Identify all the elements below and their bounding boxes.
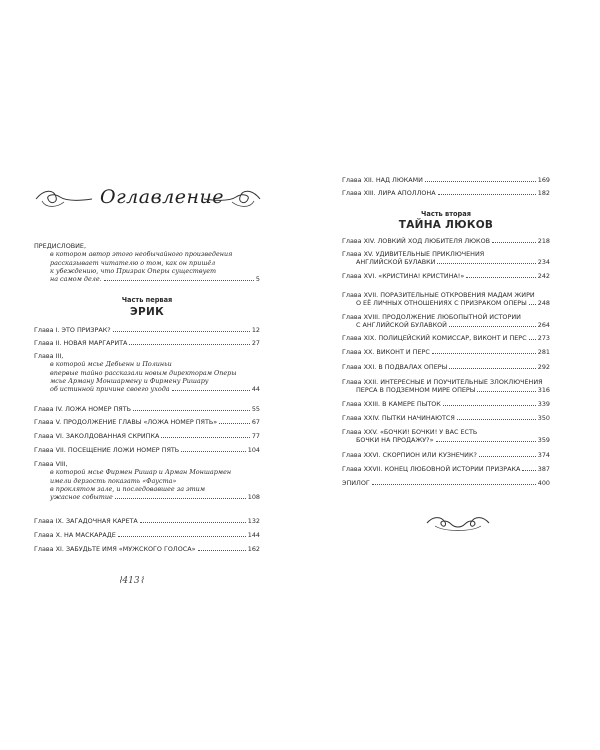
dot-leader [432, 352, 536, 354]
chapter-desc: в которой мсье Дебьенн и Полиньи [50, 360, 172, 369]
entry-title: Глава V. ПРОДОЛЖЕНИЕ ГЛАВЫ «ЛОЖА НОМЕР ПЯТЬ» [34, 418, 218, 426]
chapter-desc: в которой мсье Фирмен Ришар и Арман Моншармен [50, 468, 232, 477]
toc-line [342, 348, 550, 356]
preface-entry[interactable] [34, 242, 260, 283]
entry-title: Глава X. НА МАСКАРАДЕ [34, 531, 116, 539]
right-flourish-ornament [202, 187, 262, 211]
page-ref: 169 [537, 176, 550, 184]
page-ref: 12 [251, 326, 260, 334]
toc-line [342, 451, 550, 459]
page-number-value: 413 [122, 576, 140, 586]
entry-title: Глава XII. НАД ЛЮКАМИ [342, 176, 423, 184]
page-number-ornament-left: ⌇ [118, 576, 123, 586]
entry-title: О ЕЁ ЛИЧНЫХ ОТНОШЕНИЯХ С ПРИЗРАКОМ ОПЕРЫ [356, 299, 527, 308]
page-ref: 162 [247, 545, 260, 553]
entry-title: АНГЛИЙСКОЙ БУЛАВКИ [356, 258, 436, 267]
toc-entry[interactable] [34, 326, 260, 334]
entry-title: Глава XXIII. В КАМЕРЕ ПЫТОК [342, 400, 441, 408]
entry-title: Глава XXVI. СКОРПИОН ИЛИ КУЗНЕЧИК? [342, 451, 477, 459]
toc-entry[interactable] [34, 432, 260, 440]
page-ref: 67 [251, 418, 260, 426]
toc-entry[interactable] [342, 378, 550, 394]
chapter-desc: впервые тайно рассказали новым директорам Оперы [50, 368, 237, 377]
entry-title: Глава IX. ЗАГАДОЧНАЯ КАРЕТА [34, 517, 138, 525]
toc-entry[interactable] [34, 418, 260, 426]
page-ref: 374 [537, 451, 550, 459]
dot-leader [529, 338, 536, 340]
page-ref: 144 [247, 531, 260, 539]
toc-line [34, 432, 260, 440]
dot-leader [457, 418, 536, 420]
page-ref: 55 [251, 405, 260, 413]
page-ref: 264 [537, 321, 550, 330]
entry-title: ужасное событие [50, 493, 113, 502]
toc-entry[interactable] [342, 237, 550, 245]
entry-title: Глава XX. ВИКОНТ И ПЕРС [342, 348, 430, 356]
page-ref: 339 [537, 400, 550, 408]
page-ref: 234 [537, 258, 550, 267]
dot-leader [438, 193, 536, 195]
toc-line [34, 531, 260, 539]
toc-line [342, 363, 550, 371]
page-ref: 359 [537, 436, 550, 445]
page-ref: 5 [255, 275, 260, 284]
dot-leader [129, 343, 249, 345]
part2-title: ТАЙНА ЛЮКОВ [398, 219, 494, 231]
toc-entry[interactable] [34, 545, 260, 553]
page-ref: 400 [537, 479, 550, 487]
dot-leader [529, 303, 536, 305]
toc-entry[interactable] [34, 517, 260, 525]
toc-line [342, 272, 550, 280]
toc-entry[interactable] [34, 405, 260, 413]
page-ref: 316 [537, 386, 550, 395]
toc-entry[interactable] [34, 446, 260, 454]
toc-line [34, 517, 260, 525]
toc-entry[interactable] [34, 352, 260, 393]
toc-entry[interactable] [342, 400, 550, 408]
chapter-heading: Глава III, [34, 352, 64, 360]
page-ref: 104 [247, 446, 260, 454]
dot-leader [198, 549, 246, 551]
chapter-title-first-line: Глава XXV. «БОЧКИ! БОЧКИ! У ВАС ЕСТЬ [342, 428, 478, 436]
toc-line [342, 258, 550, 266]
chapter-desc: в проклятом зале, и последовавшее за этим [50, 484, 206, 493]
dot-leader [449, 367, 536, 369]
dot-leader [522, 469, 535, 471]
toc-line [342, 414, 550, 422]
dot-leader [466, 276, 536, 278]
toc-line [34, 493, 260, 501]
preface-desc-1: в котором автор этого необычайного произведения [50, 250, 233, 259]
preface-desc-last: на самом деле. [50, 275, 102, 284]
dot-leader [436, 440, 536, 442]
toc-entry[interactable] [342, 291, 550, 307]
page-ref: 350 [537, 414, 550, 422]
chapter-title-first-line: Глава XXII. ИНТЕРЕСНЫЕ И ПОУЧИТЕЛЬНЫЕ ЗЛОКЛЮЧЕНИЯ [342, 378, 543, 386]
page-ref: 44 [251, 385, 260, 394]
toc-entry[interactable] [342, 334, 550, 342]
toc-entry[interactable] [342, 363, 550, 371]
entry-title: Глава XIX. ПОЛИЦЕЙСКИЙ КОМИССАР, ВИКОНТ И ПЕРС [342, 334, 527, 342]
dot-leader [492, 241, 536, 243]
toc-line [34, 326, 260, 334]
dot-leader [161, 436, 250, 438]
entry-title: Глава XXVII. КОНЕЦ ЛЮБОВНОЙ ИСТОРИИ ПРИЗРАКА [342, 465, 521, 473]
chapter-heading: Глава VIII, [34, 460, 68, 468]
toc-line [34, 339, 260, 347]
entry-title: Глава XVI. «КРИСТИНА! КРИСТИНА!» [342, 272, 465, 280]
part1-label: Часть первая [121, 296, 173, 304]
entry-title: ПЕРСА В ПОДЗЕМНОМ МИРЕ ОПЕРЫ [356, 386, 476, 395]
toc-entry[interactable] [342, 250, 550, 266]
toc-entry[interactable] [342, 465, 550, 473]
chapter-desc: имели дерзость показать «Фауста» [50, 476, 177, 485]
page-ref: 77 [251, 432, 260, 440]
entry-title: Глава VI. ЗАКОЛДОВАННАЯ СКРИПКА [34, 432, 160, 440]
entry-title: ЭПИЛОГ [342, 479, 370, 487]
toc-line [342, 299, 550, 307]
page-number [118, 576, 144, 586]
toc-line [342, 479, 550, 487]
toc-line [342, 189, 550, 197]
toc-line [342, 237, 550, 245]
page-ref: 292 [537, 363, 550, 371]
page-ref: 242 [537, 272, 550, 280]
entry-title: Глава VII. ПОСЕЩЕНИЕ ЛОЖИ НОМЕР ПЯТЬ [34, 446, 180, 454]
entry-title: БОЧКИ НА ПРОДАЖУ?» [356, 436, 434, 445]
toc-entry[interactable] [342, 313, 550, 329]
entry-title: об истинной причине своего ухода [50, 385, 170, 394]
left-flourish-ornament [34, 187, 94, 211]
page-ref: 248 [537, 299, 550, 308]
contents-title: Оглавление [100, 186, 225, 208]
toc-line [342, 465, 550, 473]
chapter-title-first-line: Глава XVII. ПОРАЗИТЕЛЬНЫЕ ОТКРОВЕНИЯ МАДАМ ЖИРИ [342, 291, 535, 299]
dot-leader [443, 404, 536, 406]
dot-leader [133, 409, 250, 411]
preface-label: ПРЕДИСЛОВИЕ, [34, 242, 87, 250]
page-ref: 273 [537, 334, 550, 342]
toc-entry[interactable] [34, 339, 260, 347]
preface-desc-2: рассказывает читателю о том, как он пришёл [50, 258, 216, 267]
entry-title: Глава XXI. В ПОДВАЛАХ ОПЕРЫ [342, 363, 448, 371]
closing-ornament [425, 512, 491, 534]
dot-leader [113, 330, 250, 332]
toc-line [34, 405, 260, 413]
preface-desc-3: к убеждению, что Призрак Оперы существует [50, 266, 217, 275]
toc-entry[interactable] [342, 348, 550, 356]
toc-line [34, 385, 260, 393]
entry-title: Глава XIV. ЛОВКИЙ ХОД ЛЮБИТЕЛЯ ЛЮКОВ [342, 237, 491, 245]
toc-line [342, 386, 550, 394]
part2-label: Часть вторая [421, 210, 471, 218]
toc-line [34, 418, 260, 426]
page-ref: 108 [247, 493, 260, 502]
toc-entry[interactable] [342, 414, 550, 422]
entry-title: Глава XI. ЗАБУДЬТЕ ИМЯ «МУЖСКОГО ГОЛОСА» [34, 545, 196, 553]
dot-leader [219, 422, 250, 424]
toc-line [342, 176, 550, 184]
toc-entry[interactable] [342, 176, 550, 184]
page-ref: 387 [537, 465, 550, 473]
entry-title: С АНГЛИЙСКОЙ БУЛАВКОЙ [356, 321, 447, 330]
page-ref: 218 [537, 237, 550, 245]
entry-title: Глава XIII. ЛИРА АПОЛЛОНА [342, 189, 436, 197]
toc-entry[interactable] [342, 479, 550, 487]
toc-entry[interactable] [342, 451, 550, 459]
page-ref: 281 [537, 348, 550, 356]
part1-title: ЭРИК [130, 306, 164, 318]
toc-entry[interactable] [342, 428, 550, 444]
dot-leader [449, 325, 536, 327]
page-ref: 132 [247, 517, 260, 525]
toc-line [342, 436, 550, 444]
page-number-ornament-right: ⌇ [139, 576, 144, 586]
dot-leader [181, 450, 246, 452]
dot-leader [479, 455, 536, 457]
dot-leader [118, 535, 246, 537]
dot-leader [115, 497, 246, 499]
entry-title: Глава IV. ЛОЖА НОМЕР ПЯТЬ [34, 405, 132, 413]
dot-leader [425, 180, 536, 182]
dot-leader [104, 279, 254, 281]
dot-leader [477, 390, 535, 392]
page-ref: 182 [537, 189, 550, 197]
toc-entry[interactable] [34, 460, 260, 501]
dot-leader [140, 521, 246, 523]
toc-entry[interactable] [342, 189, 550, 197]
entry-title: Глава I. ЭТО ПРИЗРАК? [34, 326, 111, 334]
toc-entry[interactable] [34, 531, 260, 539]
chapter-title-first-line: Глава XVIII. ПРОДОЛЖЕНИЕ ЛЮБОПЫТНОЙ ИСТОРИИ [342, 313, 521, 321]
chapter-desc: мсье Арману Моншармену и Фирмену Ришару [50, 376, 209, 385]
entry-title: Глава II. НОВАЯ МАРГАРИТА [34, 339, 128, 347]
toc-line [342, 400, 550, 408]
entry-title: Глава XXIV. ПЫТКИ НАЧИНАЮТСЯ [342, 414, 455, 422]
toc-line [342, 321, 550, 329]
dot-leader [437, 262, 535, 264]
toc-line [34, 545, 260, 553]
chapter-title-first-line: Глава XV. УДИВИТЕЛЬНЫЕ ПРИКЛЮЧЕНИЯ [342, 250, 485, 258]
toc-line [34, 446, 260, 454]
dot-leader [372, 483, 536, 485]
dot-leader [172, 389, 250, 391]
page-ref: 27 [251, 339, 260, 347]
toc-line [342, 334, 550, 342]
contents-header [34, 183, 260, 219]
toc-entry[interactable] [342, 272, 550, 280]
